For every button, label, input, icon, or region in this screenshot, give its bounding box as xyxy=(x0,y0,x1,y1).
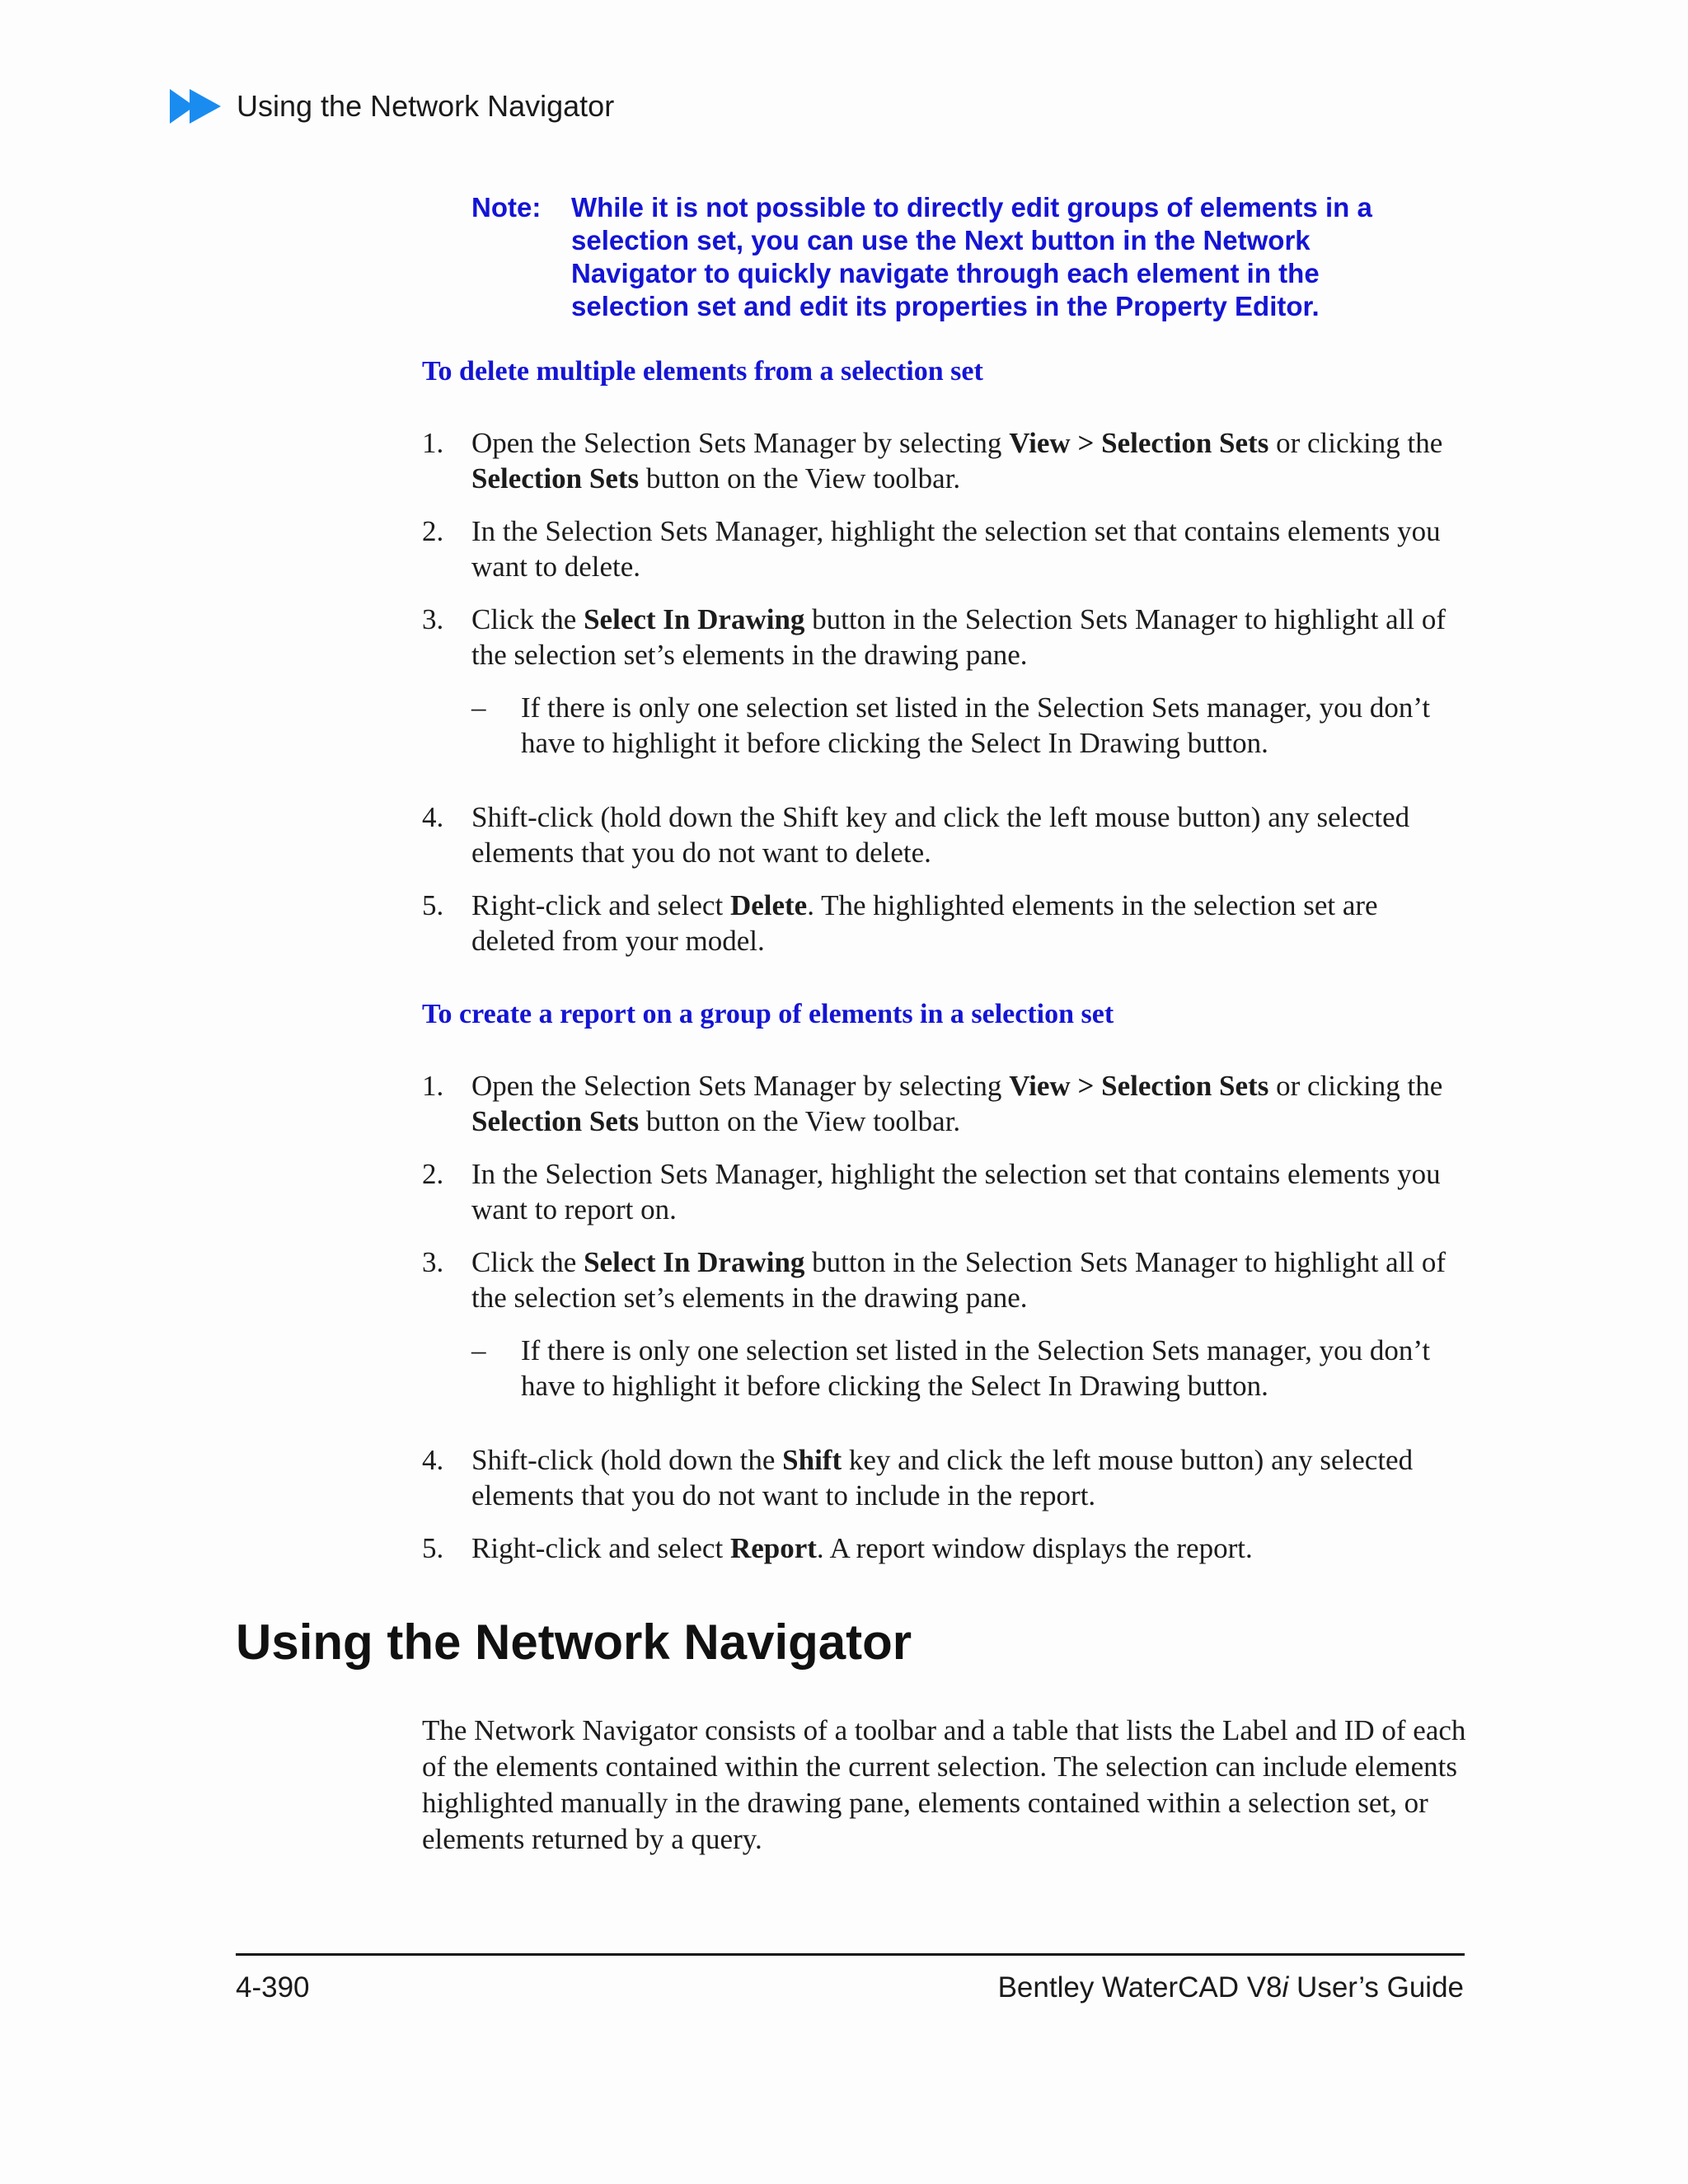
procedure2-step-2: 2. In the Selection Sets Manager, highlight the selection set that contains elements you want to report on. xyxy=(422,1158,1441,1226)
step-number: 3. xyxy=(422,603,444,635)
procedure1-step-1: 1. Open the Selection Sets Manager by selecting View > Selection Sets or clicking the Selection Sets button on the View toolbar. xyxy=(422,427,1443,494)
procedure1-step-3: 3. Click the Select In Drawing button in the Selection Sets Manager to highlight all of the selection set’s elements in the drawing pane. xyxy=(422,603,1447,671)
running-header-title: Using the Network Navigator xyxy=(237,89,615,123)
procedure1-substep: – If there is only one selection set listed in the Selection Sets manager, you don’t have to highlight it before clicking the Select In Drawing button. xyxy=(471,691,1431,759)
step-number: 3. xyxy=(422,1246,444,1278)
guide-title: Bentley WaterCAD V8i User’s Guide xyxy=(997,1971,1464,2004)
procedure2-step-1: 1. Open the Selection Sets Manager by selecting View > Selection Sets or clicking the Selection Sets button on the View toolbar. xyxy=(422,1070,1443,1137)
procedure2-substep: – If there is only one selection set listed in the Selection Sets manager, you don’t have to highlight it before clicking the Select In Drawing button. xyxy=(471,1334,1431,1402)
section-paragraph: The Network Navigator consists of a toolbar and a table that lists the Label and ID of each of the elements contained within the current selection. The selection can include elements highlighted manually in the drawing pane, elements contained within a selection set, or elements returned by a query. xyxy=(422,1714,1466,1855)
double-arrow-icon xyxy=(170,87,223,125)
step-number: 5. xyxy=(422,889,444,921)
page-number: 4-390 xyxy=(236,1971,310,2004)
step-number: 1. xyxy=(422,427,444,459)
note-text: While it is not possible to directly edit groups of elements in a selection set, you can use the Next button in the Network Navigator to quickly navigate through each element in the selection set and edit its properties in the Property Editor. xyxy=(571,192,1372,321)
section-heading: Using the Network Navigator xyxy=(236,1615,912,1670)
procedure-heading-delete: To delete multiple elements from a selection set xyxy=(422,356,983,387)
footer-rule xyxy=(236,1953,1465,1956)
step-number: 4. xyxy=(422,801,444,833)
step-number: 2. xyxy=(422,1158,444,1190)
procedure2-step-3: 3. Click the Select In Drawing button in the Selection Sets Manager to highlight all of the selection set’s elements in the drawing pane. xyxy=(422,1246,1447,1314)
procedure1-step-2: 2. In the Selection Sets Manager, highlight the selection set that contains elements you want to delete. xyxy=(422,515,1441,583)
step-number: 2. xyxy=(422,515,444,547)
procedure-heading-report: To create a report on a group of elements in a selection set xyxy=(422,999,1114,1029)
note-label: Note: xyxy=(471,192,542,223)
procedure1-step-4: 4. Shift-click (hold down the Shift key and click the left mouse button) any selected elements that you do not want to delete. xyxy=(422,801,1410,869)
procedure2-step-5: 5. Right-click and select Report. A report window displays the report. xyxy=(422,1532,1253,1564)
step-number: 1. xyxy=(422,1070,444,1102)
step-number: 4. xyxy=(422,1444,444,1476)
procedure2-step-4: 4. Shift-click (hold down the Shift key and click the left mouse button) any selected elements that you do not want to include in the report. xyxy=(422,1444,1414,1511)
step-number: 5. xyxy=(422,1532,444,1564)
procedure1-step-5: 5. Right-click and select Delete. The highlighted elements in the selection set are deleted from your model. xyxy=(422,889,1378,957)
